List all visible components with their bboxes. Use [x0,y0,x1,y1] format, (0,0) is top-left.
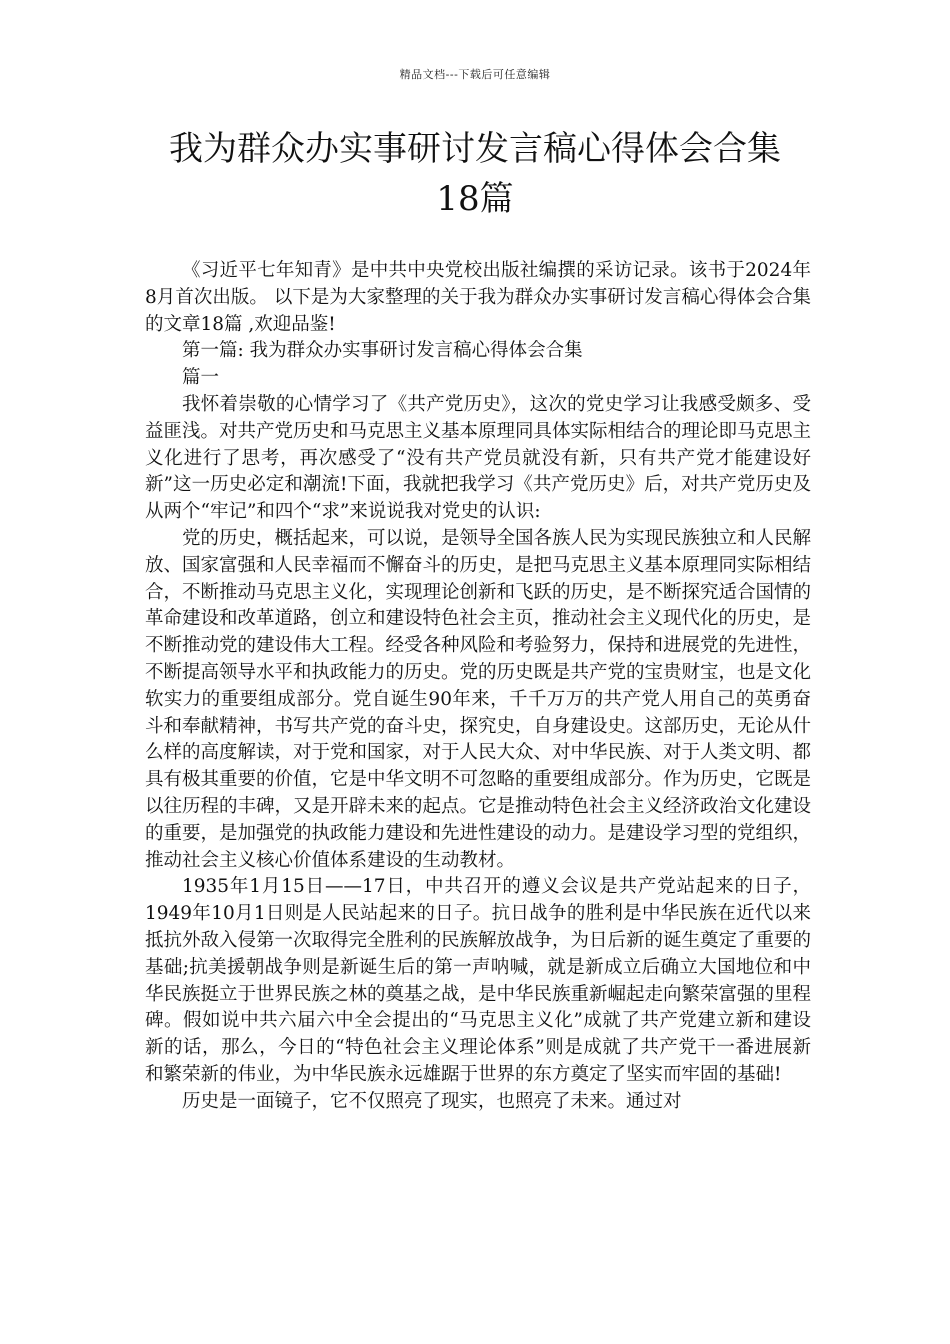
subsection-heading: 篇一 [182,367,220,389]
body-paragraph: 我怀着崇敬的心情学习了《共产党历史》，这次的党史学习让我感受颇多、受益匪浅。对共产党历史和马克思主义基本原理同具体实际相结合的理论即马克思主义化进行了思考，再次感受了“没有共产党员就没有新，只有共产党才能建设好新”这一历史必定和潮流!下面，我就把我学习《共产党历史》后，对共产党历史及从两个“牢记”和四个“求”来说说我对党史的认识: [145,393,812,523]
body-paragraph: 党的历史，概括起来，可以说，是领导全国各族人民为实现民族独立和人民解放、国家富强和人民幸福而不懈奋斗的历史，是把马克思主义基本原理同实际相结合，不断推动马克思主义化，实现理论创新和飞跃的历史，是不断探究适合国情的革命建设和改革道路，创立和建设特色社会主页，推动社会主义现代化的历史，是不断推动党的建设伟大工程。经受各种风险和考验努力，保持和进展党的先进性，不断提高领导水平和执政能力的历史。党的历史既是共产党的宝贵财宝，也是文化软实力的重要组成部分。党自诞生90年来，千千万万的共产党人用自己的英勇奋斗和奉献精神，书写共产党的奋斗史，探究史，自身建设史。这部历史，无论从什么样的高度解读，对于党和国家，对于人民大众、对中华民族、对于人类文明、都具有极其重要的价值，它是中华文明不可忽略的重要组成部分。作为历史，它既是以往历程的丰碑，又是开辟未来的起点。它是推动特色社会主义经济政治文化建设的重要，是加强党的执政能力建设和先进性建设的动力。是建设学习型的党组织，推动社会主义核心价值体系建设的生动教材。 [145,527,812,871]
header-note: 精品文档---下载后可任意编辑 [399,68,551,81]
body-paragraph: 历史是一面镜子，它不仅照亮了现实，也照亮了未来。通过对 [182,1090,682,1112]
page-title [100,124,850,224]
intro-paragraph: 《习近平七年知青》是中共中央党校出版社编撰的采访记录。该书于2024年8月首次出版。 以下是为大家整理的关于我为群众办实事研讨发言稿心得体会合集的文章18篇 ,欢迎品鉴! [145,260,811,335]
section-heading: 第一篇: 我为群众办实事研讨发言稿心得体会合集 [182,340,583,362]
title-line-2: 18篇 [436,179,514,219]
title-line-1: 我为群众办实事研讨发言稿心得体会合集 [169,129,781,169]
body-paragraph: 1935年1月15日——17日，中共召开的遵义会议是共产党站起来的日子，1949年10月1日则是人民站起来的日子。抗日战争的胜利是中华民族在近代以来抵抗外敌入侵第一次取得完全胜利的民族解放战争，为日后新的诞生奠定了重要的基础;抗美援朝战争则是新诞生后的第一声呐喊，就是新成立后确立大国地位和中华民族挺立于世界民族之林的奠基之战，是中华民族重新崛起走向繁荣富强的里程碑。假如说中共六届六中全会提出的“马克思主义化”成就了共产党建立新和建设新的话，那么，今日的“特色社会主义理论体系”则是成就了共产党干一番进展新和繁荣新的伟业，为中华民族永远雄踞于世界的东方奠定了坚实而牢固的基础! [145,876,812,1085]
document-body [145,258,811,1116]
